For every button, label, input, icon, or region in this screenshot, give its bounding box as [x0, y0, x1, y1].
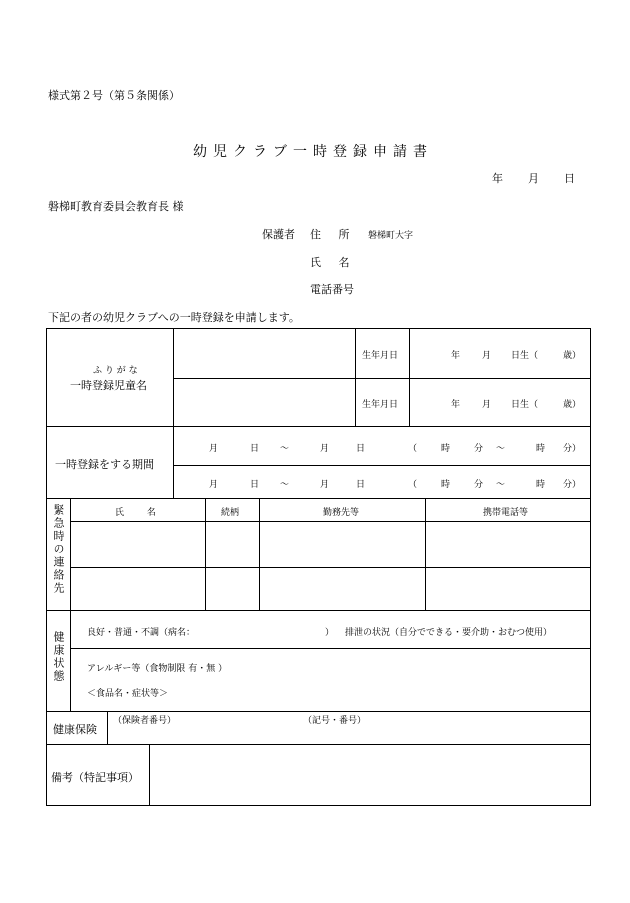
guardian-name-label: 氏 名 — [310, 256, 350, 269]
food-symptom-text: ＜食品名・症状等＞ — [87, 689, 169, 699]
symbol-number-label: （記号・番号） — [303, 716, 367, 726]
intro-text: 下記の者の幼児クラブへの一時登録を申請します。 — [48, 311, 300, 324]
insurance-label: 健康保険 — [53, 723, 97, 736]
address-value: 磐梯町大字 — [368, 231, 414, 241]
guardian-label: 保護者 — [262, 228, 295, 241]
allergy-text: アレルギー等（食物制限 有・無 ） — [87, 664, 228, 674]
phone-label: 電話番号 — [310, 283, 354, 296]
period-label: 一時登録をする期間 — [55, 458, 154, 471]
emergency-header-name: 氏 名 — [115, 508, 156, 518]
emergency-header-workplace: 勤務先等 — [323, 508, 360, 518]
date-day-label: 日 — [564, 172, 575, 185]
insurer-number-label: （保険者番号） — [113, 716, 177, 726]
emergency-label: 緊急時の連絡先 — [52, 504, 65, 595]
form-number: 様式第２号（第５条関係） — [48, 89, 180, 102]
addressee: 磐梯町教育委員会教育長 様 — [48, 200, 184, 213]
remarks-label: 備考（特記事項） — [51, 771, 139, 784]
health-condition-close: ） — [325, 628, 335, 638]
address-label: 住 所 — [310, 228, 350, 241]
health-condition-text: 良好・普通・不調（病名： — [87, 628, 196, 638]
emergency-header-relation: 続柄 — [221, 508, 240, 518]
furigana-label: ふ り が な — [93, 366, 138, 376]
child-name-field-2[interactable] — [174, 379, 354, 425]
page-title: 幼児クラブ一時登録申請書 — [193, 144, 433, 160]
emergency-header-mobile: 携帯電話等 — [483, 508, 529, 518]
excretion-status-text: 排泄の状況（自分でできる・要介助・おむつ使用） — [345, 628, 553, 638]
child-name-label: 一時登録児童名 — [70, 379, 147, 392]
child-name-field-1[interactable] — [174, 329, 354, 377]
date-month-label: 月 — [528, 172, 539, 185]
date-year-label: 年 — [492, 172, 503, 185]
remarks-field[interactable] — [151, 746, 589, 804]
health-label: 健康状態 — [52, 631, 65, 683]
